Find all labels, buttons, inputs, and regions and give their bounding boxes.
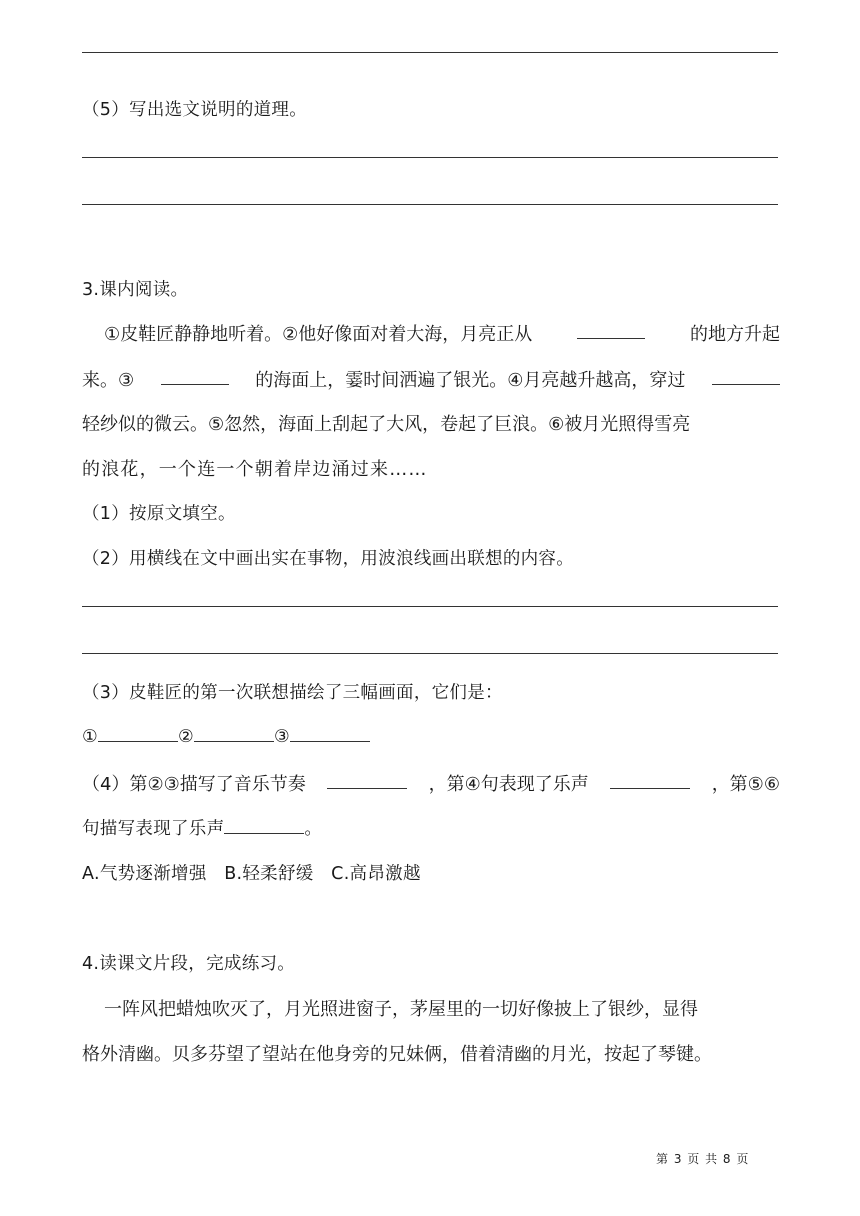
fill-blank[interactable] bbox=[610, 770, 690, 789]
q4-passage-line-2 bbox=[82, 1040, 780, 1066]
question-text: ，第⑤⑥ bbox=[711, 774, 780, 795]
question-text: ，第④句表现了乐声 bbox=[428, 774, 589, 795]
answer-line bbox=[82, 606, 778, 607]
passage-text: 一阵风把蜡烛吹灭了，月光照进窗子，茅屋里的一切好像披上了银纱，显得 bbox=[104, 999, 698, 1020]
page-number-footer: 第 3 页 共 8 页 bbox=[656, 1152, 750, 1166]
passage-text: 轻纱似的微云。⑤忽然，海面上刮起了大风，卷起了巨浪。⑥被月光照得雪亮 bbox=[82, 414, 691, 435]
passage-text: 格外清幽。贝多芬望了望站在他身旁的兄妹俩，借着清幽的月光，按起了琴键。 bbox=[82, 1044, 712, 1065]
fill-blank[interactable] bbox=[161, 366, 229, 385]
passage-text: 的地方升起 bbox=[690, 324, 780, 345]
q3-item3: （3）皮鞋匠的第一次联想描绘了三幅画面，它们是： bbox=[82, 683, 503, 703]
q4-passage-line-1 bbox=[82, 995, 780, 1021]
blank-label: ② bbox=[178, 727, 194, 747]
q3-item1: （1）按原文填空。 bbox=[82, 504, 236, 524]
fill-blank[interactable] bbox=[224, 815, 304, 834]
passage-text: ①皮鞋匠静静地听着。②他好像面对着大海，月亮正从 bbox=[104, 324, 533, 345]
answer-line bbox=[82, 52, 778, 53]
fill-blank[interactable] bbox=[712, 366, 780, 385]
answer-line bbox=[82, 157, 778, 158]
fill-blank[interactable] bbox=[194, 723, 274, 742]
q3-passage-line-3 bbox=[82, 410, 780, 436]
passage-text: 的海面上，霎时间洒遍了银光。④月亮越升越高，穿过 bbox=[255, 370, 686, 391]
blank-label: ① bbox=[82, 727, 98, 747]
fill-blank[interactable] bbox=[290, 723, 370, 742]
fill-blank[interactable] bbox=[98, 723, 178, 742]
fill-blank[interactable] bbox=[577, 320, 645, 339]
q3-passage-line-2 bbox=[82, 366, 780, 392]
passage-text: 来。③ bbox=[82, 370, 135, 391]
question-text: 句描写表现了乐声 bbox=[82, 819, 225, 839]
answer-line bbox=[82, 204, 778, 205]
q3-item3-blanks bbox=[82, 723, 370, 747]
q2-item5: （5）写出选文说明的道理。 bbox=[82, 100, 308, 120]
q3-passage-line-1 bbox=[82, 320, 780, 346]
q3-passage-line-4: 的浪花，一个连一个朝着岸边涌过来…… bbox=[82, 459, 428, 480]
q3-item4-line-2 bbox=[82, 815, 322, 840]
q3-item2: （2）用横线在文中画出实在事物，用波浪线画出联想的内容。 bbox=[82, 549, 575, 569]
question-text: （4）第②③描写了音乐节奏 bbox=[82, 774, 306, 795]
q3-item4-line-1 bbox=[82, 770, 780, 796]
q3-options: A.气势逐渐增强 B.轻柔舒缓 C.高昂激越 bbox=[82, 864, 421, 884]
q3-title: 3.课内阅读。 bbox=[82, 280, 189, 300]
question-text: 。 bbox=[304, 819, 323, 839]
fill-blank[interactable] bbox=[327, 770, 407, 789]
blank-label: ③ bbox=[274, 727, 290, 747]
q4-title: 4.读课文片段，完成练习。 bbox=[82, 954, 296, 974]
answer-line bbox=[82, 653, 778, 654]
